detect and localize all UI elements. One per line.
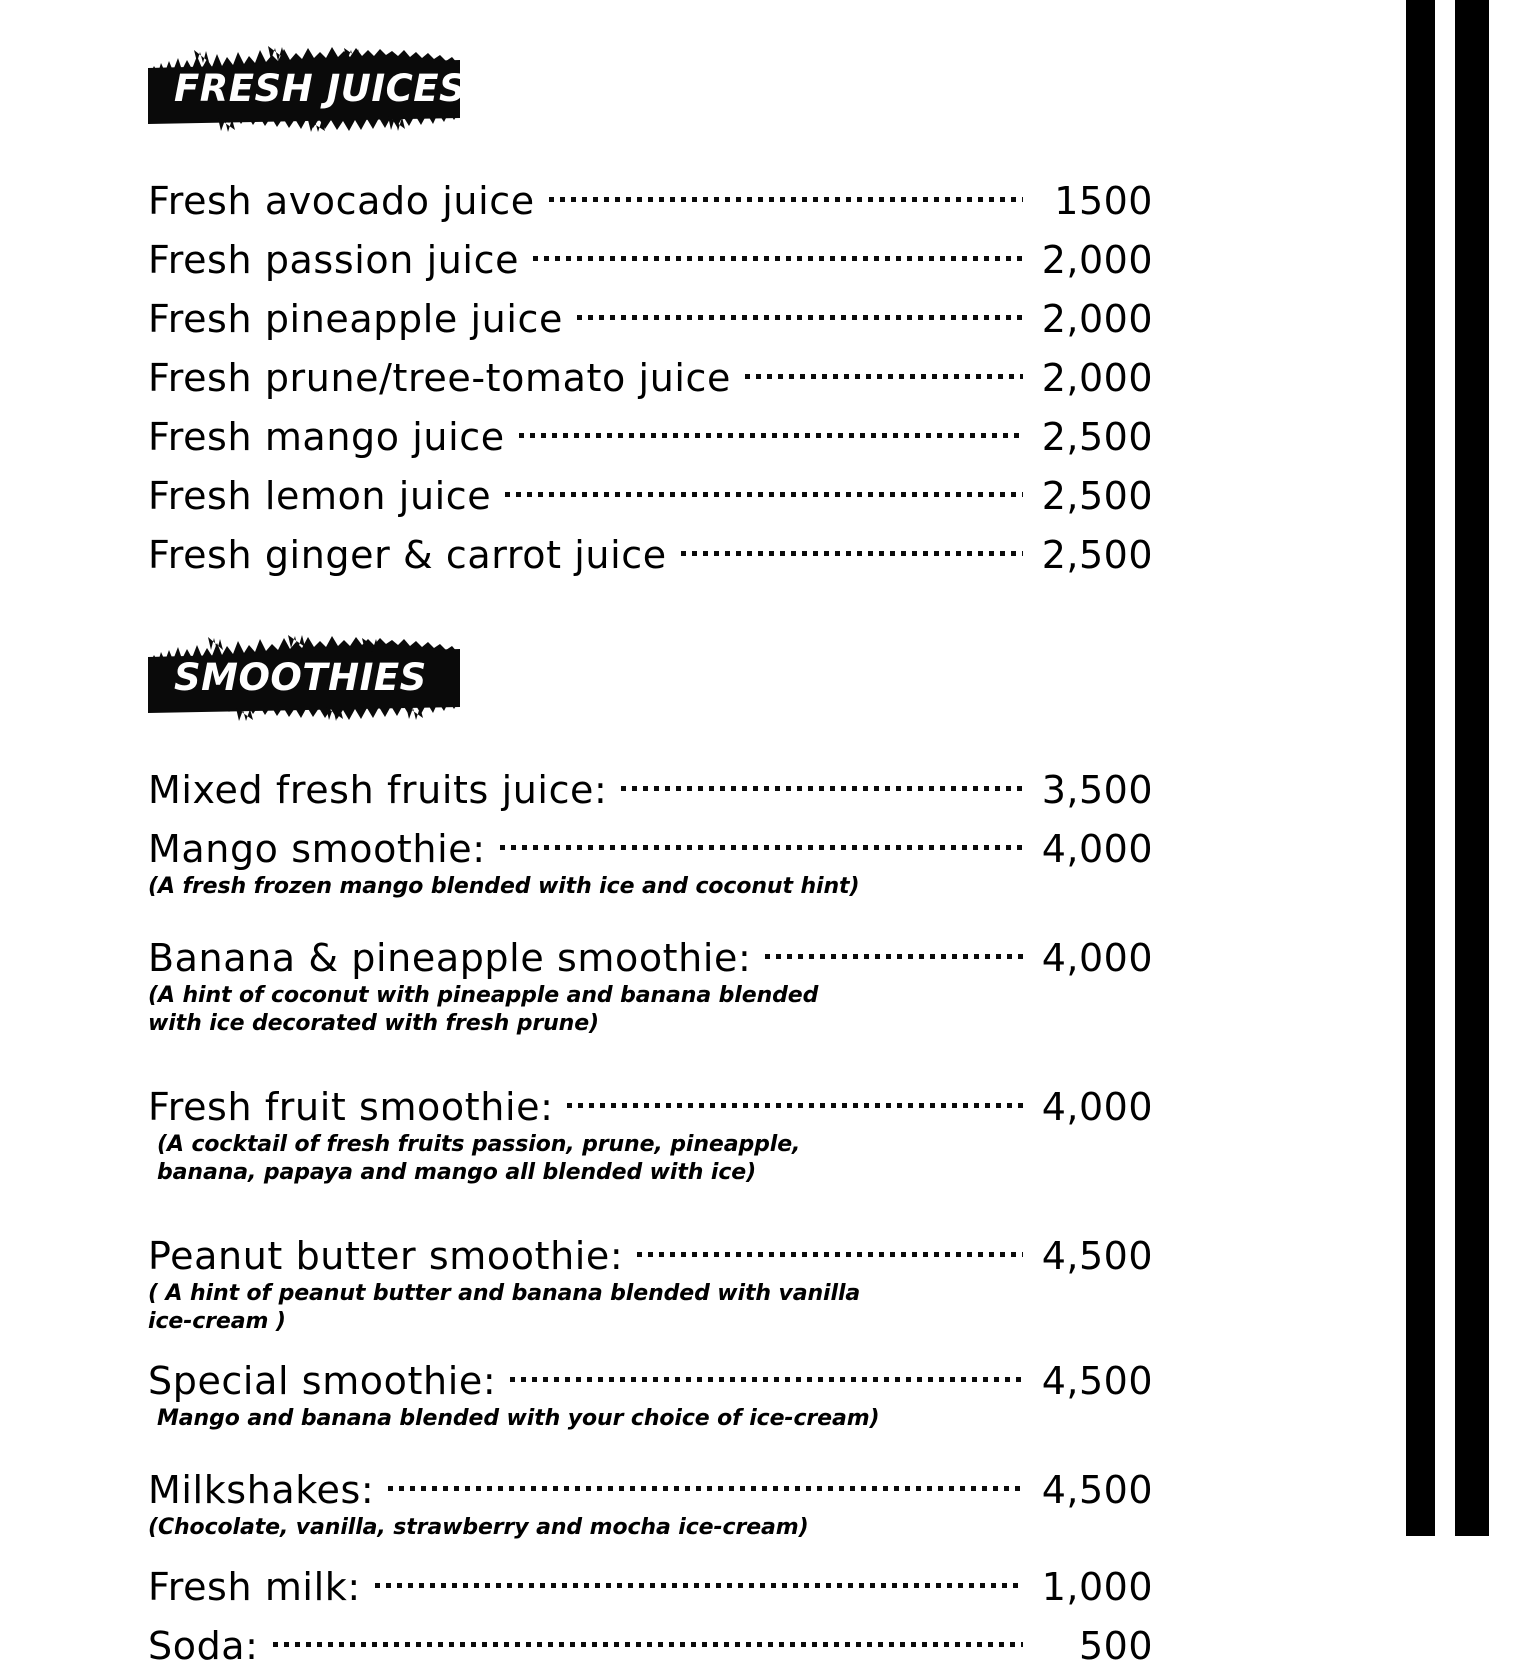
edge-bar-1 — [1406, 0, 1435, 1536]
menu-item-row — [148, 1221, 1153, 1280]
item-name: Fresh ginger & carrot juice — [148, 533, 667, 577]
item-name: Fresh avocado juice — [148, 179, 535, 223]
dot-leader — [375, 1552, 1023, 1600]
item-price: 2,000 — [1041, 356, 1153, 400]
dot-leader — [567, 1072, 1023, 1120]
menu-item-row — [148, 923, 1153, 982]
dot-leader — [637, 1221, 1023, 1269]
dot-leader — [273, 1611, 1023, 1659]
item-description-line: (A fresh frozen mango blended with ice and coconut hint) — [148, 874, 860, 899]
spacer — [148, 901, 1153, 923]
item-name: Fresh pineapple juice — [148, 297, 563, 341]
spacer — [148, 1038, 1153, 1072]
item-name: Fresh milk: — [148, 1565, 361, 1609]
item-description-line: banana, papaya and mango all blended with ice) — [157, 1160, 757, 1185]
spacer-before-smoothies — [148, 579, 1153, 625]
item-name: Fresh mango juice — [148, 415, 505, 459]
dot-leader — [505, 461, 1023, 509]
menu-content — [148, 0, 1153, 1670]
item-price: 1,000 — [1041, 1565, 1153, 1609]
item-price: 4,000 — [1041, 827, 1153, 871]
dot-leader — [765, 923, 1023, 971]
item-price: 2,500 — [1041, 474, 1153, 518]
menu-item-row — [148, 520, 1153, 579]
item-description-line: ice-cream ) — [148, 1309, 286, 1334]
item-price: 1500 — [1054, 179, 1153, 223]
item-name: Fresh passion juice — [148, 238, 520, 282]
dot-leader — [533, 225, 1023, 273]
dot-leader — [577, 284, 1023, 332]
edge-bar-2 — [1455, 0, 1489, 1536]
menu-item-row — [148, 1455, 1153, 1514]
item-description-line: (A hint of coconut with pineapple and banana blended — [148, 983, 819, 1008]
dot-leader — [388, 1455, 1023, 1503]
dot-leader — [500, 814, 1023, 862]
section-title-fresh-juices: FRESH JUICES — [174, 67, 467, 110]
menu-item-row — [148, 343, 1153, 402]
item-name: Banana & pineapple smoothie: — [148, 936, 752, 980]
right-edge-decoration — [1390, 0, 1536, 1536]
item-price: 4,500 — [1041, 1359, 1153, 1403]
menu-item-row — [148, 1346, 1153, 1405]
item-price: 2,500 — [1041, 415, 1153, 459]
item-name: Fresh lemon juice — [148, 474, 492, 518]
item-description-line: with ice decorated with fresh prune) — [148, 1011, 599, 1036]
item-price: 2,000 — [1041, 297, 1153, 341]
spacer-after-smoothies-header — [148, 721, 1153, 755]
section-header-fresh-juices — [148, 46, 1153, 132]
item-name: Fresh prune/tree-tomato juice — [148, 356, 732, 400]
dot-leader — [681, 520, 1023, 568]
dot-leader — [510, 1346, 1023, 1394]
item-name: Special smoothie: — [148, 1359, 497, 1403]
section-header-smoothies — [148, 635, 1153, 721]
menu-item-row — [148, 1552, 1153, 1611]
dot-leader — [519, 402, 1023, 450]
item-price: 4,500 — [1041, 1468, 1153, 1512]
menu-item-row — [148, 284, 1153, 343]
item-name: Milkshakes: — [148, 1468, 375, 1512]
spacer-top — [148, 0, 1153, 46]
item-description-line: ( A hint of peanut butter and banana blended with vanilla — [148, 1281, 861, 1306]
dot-leader — [549, 166, 1023, 214]
dot-leader — [745, 343, 1023, 391]
item-price: 2,500 — [1041, 533, 1153, 577]
item-name: Soda: — [148, 1624, 259, 1668]
menu-item-row — [148, 755, 1153, 814]
menu-item-row — [148, 225, 1153, 284]
item-description-line: (Chocolate, vanilla, strawberry and mocha ice-cream) — [148, 1515, 809, 1540]
item-description-line: Mango and banana blended with your choice of ice-cream) — [157, 1406, 880, 1431]
menu-item-row — [148, 1072, 1153, 1131]
menu-item-row — [148, 461, 1153, 520]
menu-item-row — [148, 1611, 1153, 1670]
item-description-line: (A cocktail of fresh fruits passion, prune, pineapple, — [157, 1132, 801, 1157]
item-price: 4,000 — [1041, 1085, 1153, 1129]
spacer — [148, 1542, 1153, 1552]
spacer — [148, 1433, 1153, 1455]
spacer — [148, 1187, 1153, 1221]
item-price: 4,000 — [1041, 936, 1153, 980]
item-name: Peanut butter smoothie: — [148, 1234, 624, 1278]
menu-item-row — [148, 814, 1153, 873]
menu-item-row — [148, 402, 1153, 461]
section-title-smoothies: SMOOTHIES — [174, 656, 427, 699]
item-name: Fresh fruit smoothie: — [148, 1085, 554, 1129]
menu-item-row — [148, 166, 1153, 225]
item-price: 500 — [1078, 1624, 1153, 1668]
spacer-after-juices-header — [148, 132, 1153, 166]
spacer — [148, 1336, 1153, 1346]
item-name: Mango smoothie: — [148, 827, 486, 871]
dot-leader — [621, 755, 1023, 803]
item-price: 3,500 — [1041, 768, 1153, 812]
item-price: 2,000 — [1041, 238, 1153, 282]
item-name: Mixed fresh fruits juice: — [148, 768, 608, 812]
spacer-before-smoothies-2 — [148, 625, 1153, 635]
item-price: 4,500 — [1041, 1234, 1153, 1278]
